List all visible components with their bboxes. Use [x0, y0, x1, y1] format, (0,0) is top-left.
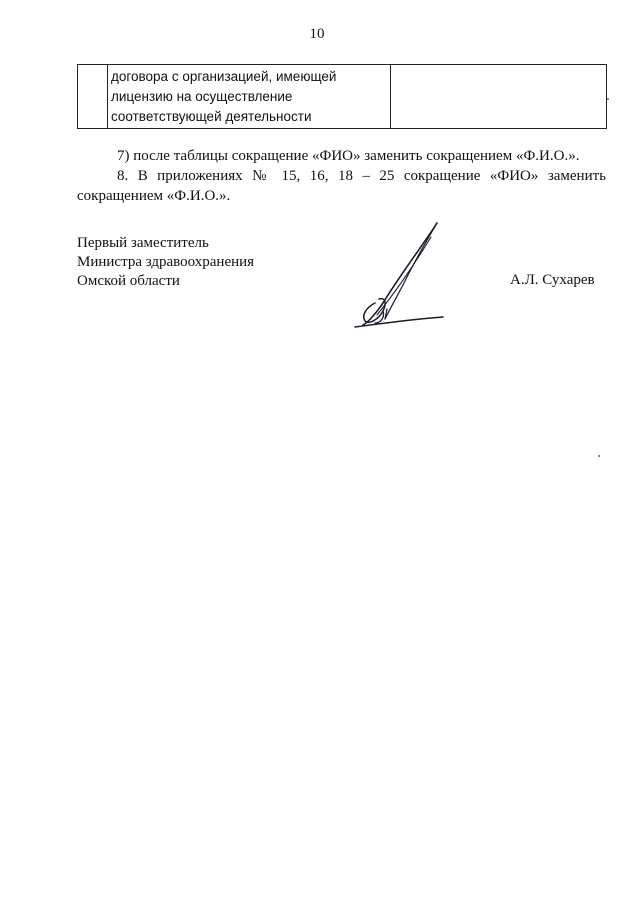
- page-number: 10: [309, 26, 325, 42]
- paragraph-7: 7) после таблицы сокращение «ФИО» заменить сокращением «Ф.И.О.».: [117, 148, 580, 164]
- signer-title-line: Первый заместитель: [77, 235, 209, 251]
- table-cell-number: [78, 65, 108, 128]
- table-cell-line: лицензию на осуществление: [111, 89, 293, 104]
- scan-speck: [607, 98, 609, 100]
- scan-speck: [598, 455, 600, 457]
- handwritten-signature: [345, 215, 455, 335]
- table-cell-text: [108, 65, 391, 128]
- signer-title-line: Министра здравоохранения: [77, 254, 255, 270]
- table-cell-empty: [391, 65, 606, 128]
- signer-name: А.Л. Сухарев: [510, 272, 595, 288]
- signer-title-line: Омской области: [77, 273, 180, 289]
- paragraph-8-line-1: 8. В приложениях № 15, 16, 18 – 25 сокращение «ФИО» заменить: [117, 168, 606, 184]
- paragraph-8-line-2: сокращением «Ф.И.О.».: [77, 188, 231, 204]
- signer-title: [77, 234, 254, 291]
- table-cell-line: договора с организацией, имеющей: [111, 69, 337, 84]
- table-fragment: [77, 64, 607, 129]
- table-cell-line: соответствующей деятельности: [111, 109, 312, 124]
